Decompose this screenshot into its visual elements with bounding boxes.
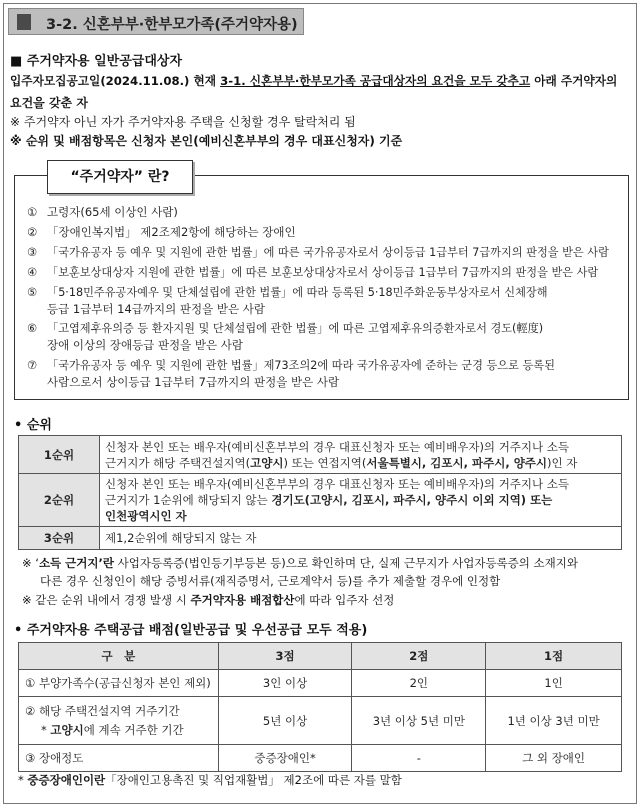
cell-1pt: 1인 — [486, 670, 622, 697]
eligibility-prefix: 입주자모집공고일(2024.11.08.) 현재 — [10, 74, 221, 88]
section-title-bar — [8, 8, 304, 35]
txt-bold: 고양시 — [50, 722, 84, 737]
definition-item-1 — [27, 204, 178, 220]
ranking-note-1 — [22, 555, 578, 571]
ranking-row-2 — [19, 474, 622, 527]
row-label: ③ 장애정도 — [19, 745, 219, 772]
title-square-icon — [17, 14, 31, 30]
definition-item-7 — [27, 357, 555, 373]
txt-bold: 중증장애인이란 — [27, 773, 106, 787]
txt: 에 따라 입주자 선정 — [294, 593, 395, 607]
item-text: 「고엽제후유의증 등 환자지원 및 단체설립에 관한 법률」에 따른 고엽제후유의증환자로서 경도(輕度) — [47, 322, 544, 335]
eligibility-suffix: 아래 주거약자의 — [530, 74, 618, 88]
rank-desc-line: 신청자 본인 또는 배우자(예비신혼부부의 경우 대표신청자 또는 예비배우자)의 거주지나 소득 — [105, 477, 570, 491]
item-num: ⑥ — [27, 322, 38, 335]
item-num: ① — [27, 205, 38, 219]
rank-desc — [100, 436, 622, 474]
ranking-heading: • 순위 — [14, 418, 52, 433]
rank-desc: 제1,2순위에 해당되지 않는 자 — [100, 527, 622, 550]
txt: 「장애인고용촉진 및 직업재활법」 제2조에 따른 자를 말함 — [105, 773, 402, 787]
cell-2pt: 3년 이상 5년 미만 — [352, 697, 486, 745]
txt: ) 또는 연접지역( — [283, 455, 367, 470]
definition-item-6-cont: 장애 이상의 장애등급 판정을 받은 사람 — [47, 338, 244, 352]
txt: 에 계속 거주한 기간 — [83, 722, 184, 737]
eligibility-line-2: 요건을 갖춘 자 — [10, 96, 88, 110]
rank-desc — [100, 474, 622, 527]
rank-desc-line — [105, 492, 616, 508]
scoring-row-dependents — [19, 670, 622, 697]
header-category: 구 분 — [19, 643, 219, 670]
rank-cell: 2순위 — [19, 474, 100, 527]
txt-bold: 고양시 — [250, 455, 284, 470]
item-num: ④ — [27, 266, 38, 279]
txt: ※ 같은 순위 내에서 경쟁 발생 시 — [22, 593, 191, 607]
row-label-sub — [25, 721, 218, 740]
txt: 근거지가 해당 주택건설지역( — [105, 455, 251, 470]
scoring-heading: • 주거약자용 주택공급 배점(일반공급 및 우선공급 모두 적용) — [14, 623, 368, 638]
section-title: 3-2. 신혼부부·한부모가족(주거약자용) — [46, 17, 298, 33]
scoring-table — [18, 642, 622, 772]
txt: )인 자 — [547, 455, 578, 470]
rank-cell: 3순위 — [19, 527, 100, 550]
rank-desc-line: 인천광역시인 자 — [105, 509, 187, 523]
header-2pt: 2점 — [352, 643, 486, 670]
item-num: ③ — [27, 246, 38, 259]
txt-bold: 경기도(고양시, 김포시, 파주시, 양주시 이외 지역) 또는 — [271, 493, 553, 507]
row-label-main: ② 해당 주택건설지역 거주기간 — [25, 703, 180, 718]
cell-1pt: 1년 이상 3년 미만 — [486, 697, 622, 745]
definition-item-3 — [27, 244, 609, 260]
txt-bold: 소득 근거지’란 — [38, 556, 114, 570]
txt-bold: 주거약자용 배점합산 — [190, 593, 295, 607]
cell-3pt: 중증장애인* — [218, 745, 352, 772]
note-disqualify: ※ 주거약자 아닌 자가 주거약자용 주택을 신청할 경우 탈락처리 됨 — [10, 115, 356, 129]
rank-desc-line: 신청자 본인 또는 배우자(예비신혼부부의 경우 대표신청자 또는 예비배우자)의 거주지나 소득 — [105, 439, 570, 454]
scoring-row-residence — [19, 697, 622, 745]
ranking-row-3 — [19, 527, 622, 550]
definition-item-7-cont: 사람으로서 상이등급 1급부터 7급까지의 판정을 받은 사람 — [47, 375, 340, 389]
item-num: ② — [27, 225, 38, 239]
scoring-footnote — [18, 772, 402, 788]
definition-tab: “주거약자” 란? — [47, 160, 193, 194]
item-text: 「국가유공자 등 예우 및 지원에 관한 법률」제73조의2에 따라 국가유공자에 준하는 군경 등으로 등록된 — [47, 359, 555, 372]
row-label — [19, 697, 219, 745]
definition-item-4 — [27, 264, 598, 280]
item-text: 「5·18민주유공자예우 및 단체설립에 관한 법률」에 따라 등록된 5·18민주화운동부상자로서 신체장해 — [47, 286, 548, 299]
note-criteria: ※ 순위 및 배점항목은 신청자 본인(예비신혼부부의 경우 대표신청자) 기준 — [10, 134, 403, 148]
rank-cell: 1순위 — [19, 436, 100, 474]
header-1pt: 1점 — [486, 643, 622, 670]
item-text: 「보훈보상대상자 지원에 관한 법률」에 따른 보훈보상대상자로서 상이등급 1급부터 7급까지의 판정을 받은 사람 — [47, 266, 599, 279]
scoring-header-row — [19, 643, 622, 670]
cell-2pt: - — [352, 745, 486, 772]
definition-item-6 — [27, 320, 543, 336]
ranking-row-1 — [19, 436, 622, 474]
txt: 사업자등록증(법인등기부등본 등)으로 확인하며 단, 실제 근무지가 사업자등록증의 소재지와 — [113, 556, 578, 570]
txt: ※ ‘ — [22, 556, 39, 570]
definition-item-5 — [27, 284, 548, 300]
txt: * — [41, 722, 51, 737]
txt: * — [18, 773, 28, 787]
section-heading: ■ 주거약자용 일반공급대상자 — [10, 54, 183, 69]
scoring-row-disability — [19, 745, 622, 772]
row-label: ① 부양가족수(공급신청자 본인 제외) — [19, 670, 219, 697]
cell-1pt: 그 외 장애인 — [486, 745, 622, 772]
cell-3pt: 5년 이상 — [218, 697, 352, 745]
item-text: 「국가유공자 등 예우 및 지원에 관한 법률」에 따른 국가유공자로서 상이등급 1급부터 7급까지의 판정을 받은 사람 — [47, 246, 609, 259]
definition-item-2 — [27, 224, 296, 240]
item-num: ⑤ — [27, 286, 38, 299]
eligibility-underlined: 3-1. 신혼부부·한부모가족 공급대상자의 요건을 모두 갖추고 — [220, 74, 531, 88]
item-text: 「장애인복지법」 제2조제2항에 해당하는 장애인 — [47, 225, 296, 239]
txt: 근거지가 1순위에 해당되지 않는 — [105, 493, 272, 507]
cell-2pt: 2인 — [352, 670, 486, 697]
rank-desc-line — [105, 455, 616, 471]
item-num: ⑦ — [27, 359, 38, 372]
cell-3pt: 3인 이상 — [218, 670, 352, 697]
ranking-table — [18, 435, 622, 550]
eligibility-line-1 — [10, 73, 617, 89]
header-3pt: 3점 — [218, 643, 352, 670]
item-text: 고령자(65세 이상인 사람) — [47, 205, 178, 219]
ranking-note-1-cont: 다른 경우 신청인이 해당 증빙서류(재직증명서, 근로계약서 등)를 추가 제출할 경우에 인정함 — [40, 574, 501, 588]
ranking-note-2 — [22, 592, 394, 608]
txt-bold: 서울특별시, 김포시, 파주시, 양주시 — [366, 455, 548, 470]
definition-item-5-cont: 등급 1급부터 14급까지의 판정을 받은 사람 — [47, 302, 265, 316]
